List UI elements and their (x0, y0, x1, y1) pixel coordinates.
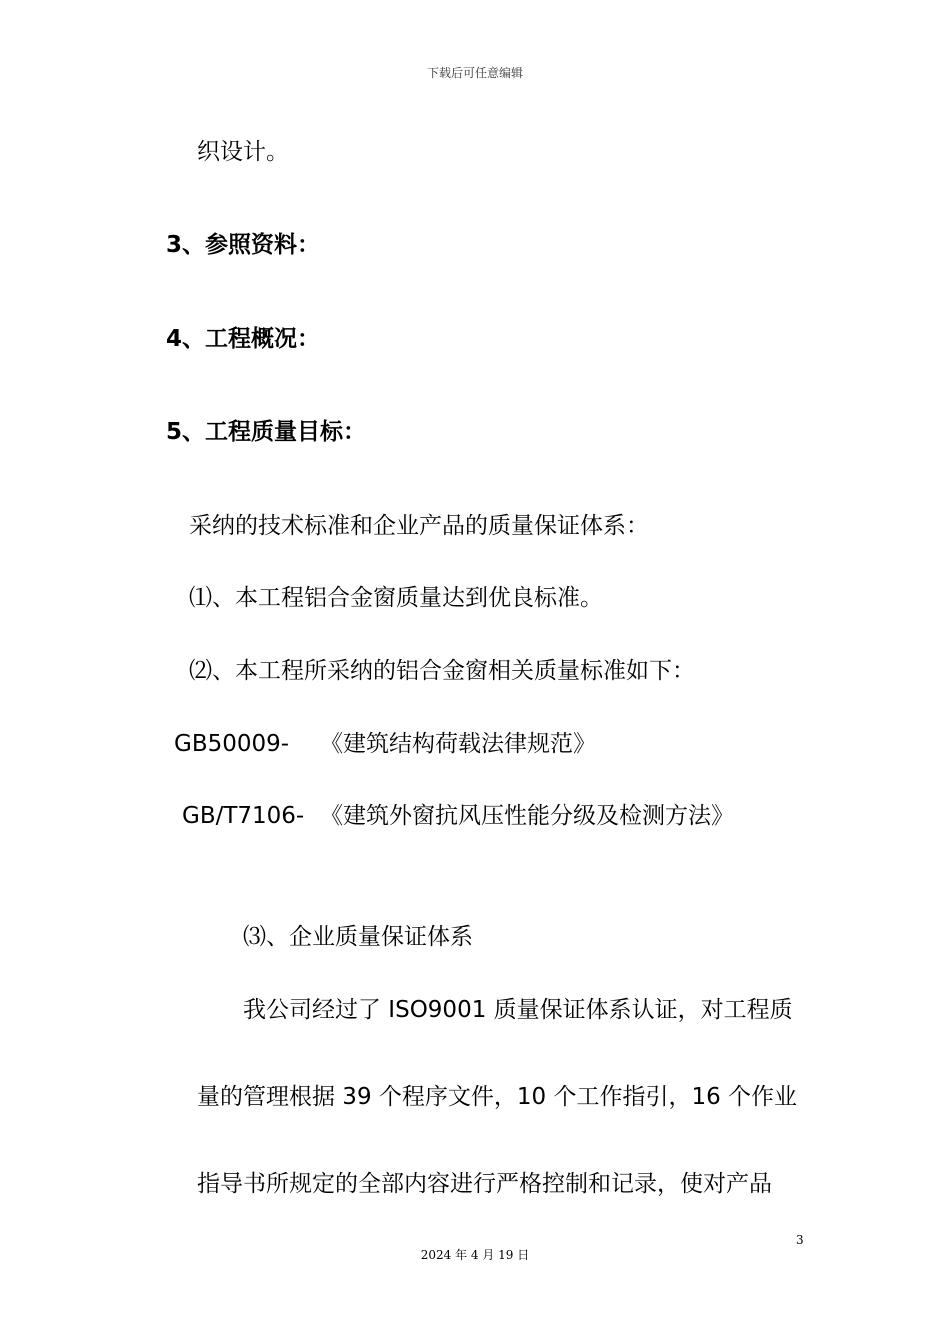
page-number: 3 (796, 1233, 804, 1247)
section-heading-5: 5、工程质量目标： (166, 419, 367, 445)
standard-title: 《建筑外窗抗风压性能分级及检测方法》 (320, 803, 734, 829)
paragraph-line-3: 指导书所规定的全部内容进行严格控制和记录，使对产品 (197, 1171, 772, 1197)
list-item-1: ⑴、本工程铝合金窗质量达到优良标准。 (189, 585, 603, 611)
standard-code: GB/T7106- (182, 803, 305, 829)
paragraph-line-1: 我公司经过了 ISO9001 质量保证体系认证，对工程质 (243, 997, 793, 1023)
footer-date: 2024 年 4 月 19 日 (420, 1248, 530, 1262)
section-heading-3: 3、参照资料： (166, 232, 321, 258)
list-item-2: ⑵、本工程所采纳的铝合金窗相关质量标准如下： (189, 658, 695, 684)
page-header: 下载后可任意编辑 (426, 66, 523, 80)
intro-text: 采纳的技术标准和企业产品的质量保证体系： (189, 513, 649, 539)
list-item-3: ⑶、企业质量保证体系 (243, 924, 473, 950)
paragraph-line-2: 量的管理根据 39 个程序文件，10 个工作指引，16 个作业 (197, 1084, 798, 1110)
standard-title: 《建筑结构荷载法律规范》 (320, 731, 596, 757)
text-line-continuation: 织设计。 (197, 139, 289, 165)
section-heading-4: 4、工程概况： (166, 326, 321, 352)
standard-code: GB50009- (174, 731, 290, 757)
